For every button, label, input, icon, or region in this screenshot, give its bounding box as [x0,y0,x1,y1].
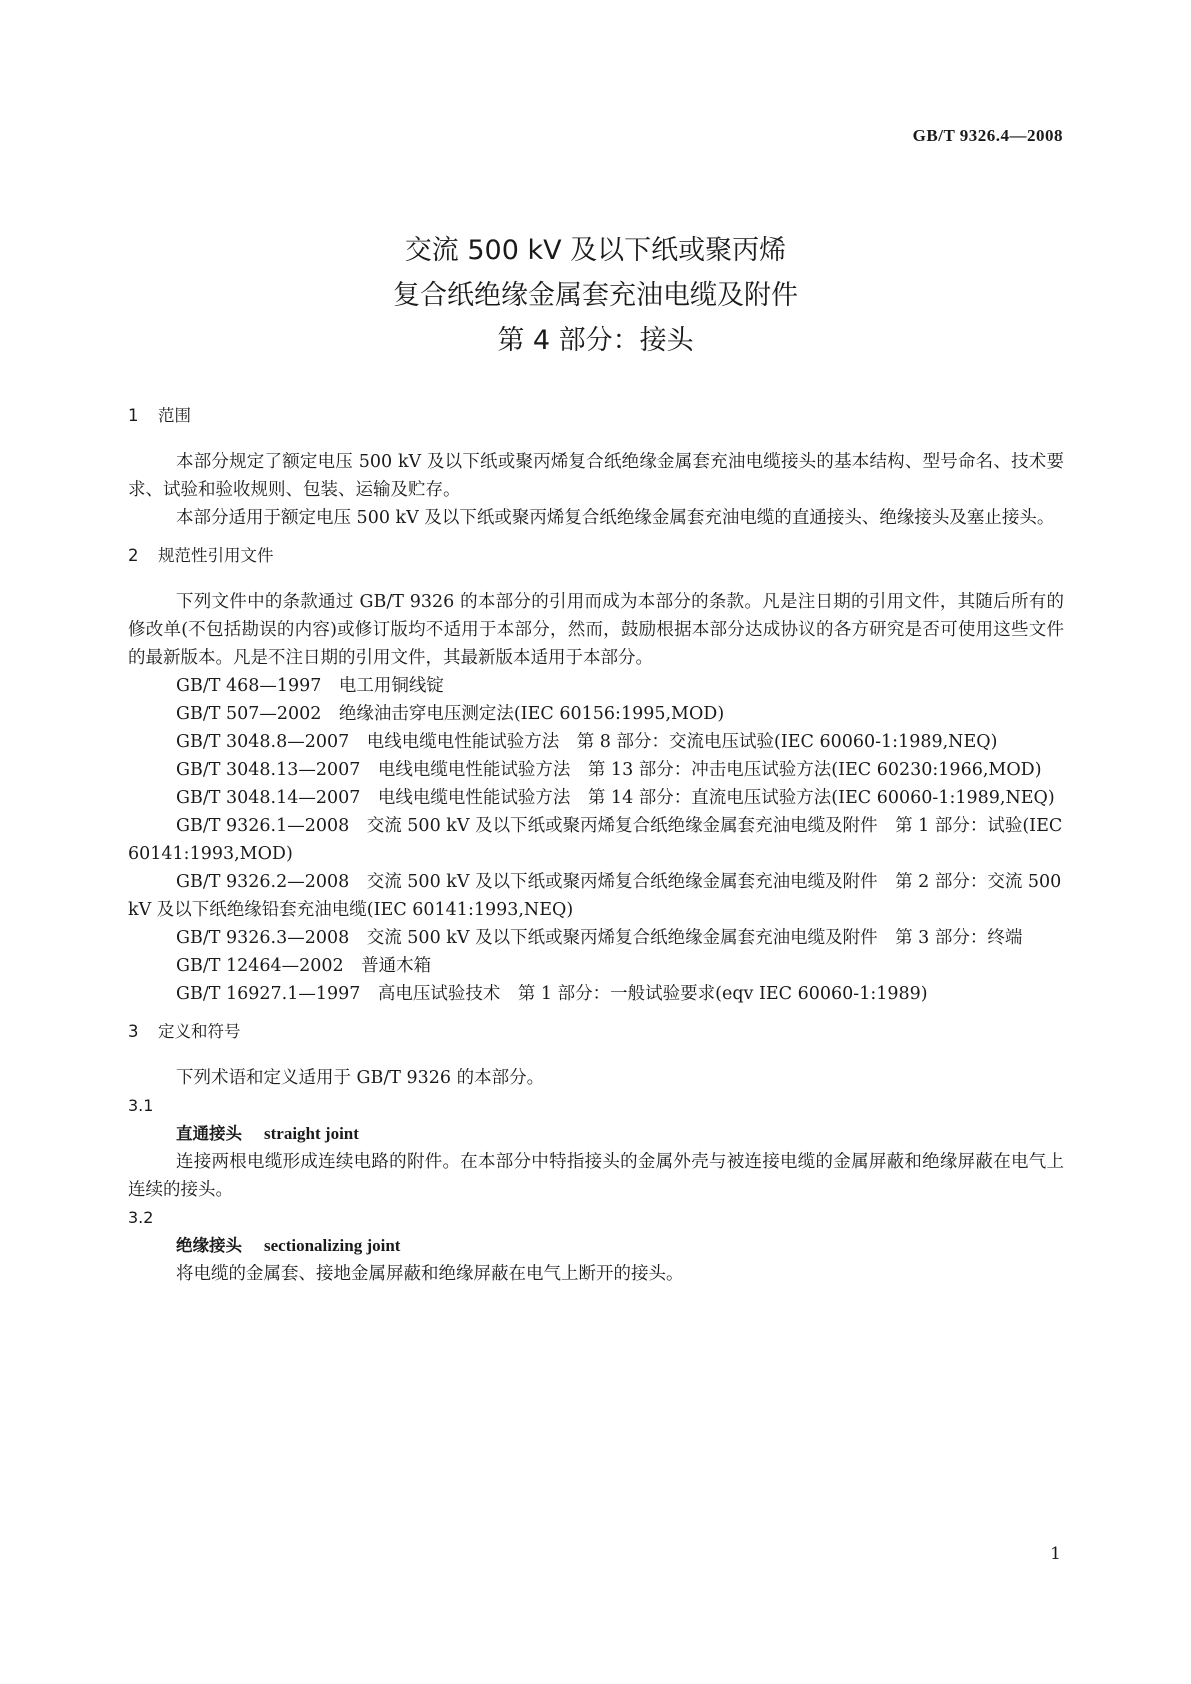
reference-item: GB/T 3048.14—2007 电线电缆电性能试验方法 第 14 部分：直流电压试验方法(IEC 60060-1:1989,NEQ) [176,788,1055,808]
document-body [128,402,1064,1288]
term-definition: 连接两根电缆形成连续电路的附件。在本部分中特指接头的金属外壳与被连接电缆的金属屏蔽和绝缘屏蔽在电气上连续的接头。 [128,1152,1064,1200]
term-definition: 将电缆的金属套、接地金属屏蔽和绝缘屏蔽在电气上断开的接头。 [176,1264,684,1284]
title-line-1: 交流 500 kV 及以下纸或聚丙烯 [404,235,787,266]
reference-item: GB/T 3048.13—2007 电线电缆电性能试验方法 第 13 部分：冲击电压试验方法(IEC 60230:1966,MOD) [176,760,1042,780]
reference-item: GB/T 507—2002 绝缘油击穿电压测定法(IEC 60156:1995,MOD) [176,704,725,724]
document-title [0,228,1191,363]
standard-code: GB/T 9326.4—2008 [912,126,1063,145]
term-entry [128,1232,1064,1260]
paragraph: 下列术语和定义适用于 GB/T 9326 的本部分。 [176,1068,545,1088]
section-heading-definitions [128,1018,1064,1046]
page-number: 1 [1050,1544,1061,1564]
term-number: 3.2 [128,1208,154,1227]
term-chinese: 绝缘接头 [176,1236,242,1255]
term-chinese: 直通接头 [176,1124,242,1143]
term-entry [128,1120,1064,1148]
term-english: straight joint [264,1124,359,1143]
section-number: 3 [128,1022,139,1041]
section-title: 范围 [158,406,191,425]
section-title: 定义和符号 [158,1022,241,1041]
title-line-2: 复合纸绝缘金属套充油电缆及附件 [393,280,798,311]
reference-item: GB/T 468—1997 电工用铜线锭 [176,676,444,696]
term-english: sectionalizing joint [264,1236,401,1255]
reference-item: GB/T 3048.8—2007 电线电缆电性能试验方法 第 8 部分：交流电压试验(IEC 60060-1:1989,NEQ) [176,732,998,752]
section-title: 规范性引用文件 [158,546,274,565]
section-heading-normative-references [128,542,1064,570]
section-number: 2 [128,546,139,565]
paragraph: 本部分规定了额定电压 500 kV 及以下纸或聚丙烯复合纸绝缘金属套充油电缆接头的基本结构、型号命名、技术要求、试验和验收规则、包装、运输及贮存。 [128,452,1064,500]
reference-item: GB/T 12464—2002 普通木箱 [176,956,432,976]
reference-item: GB/T 16927.1—1997 高电压试验技术 第 1 部分：一般试验要求(eqv IEC 60060-1:1989) [176,984,928,1004]
reference-item: GB/T 9326.3—2008 交流 500 kV 及以下纸或聚丙烯复合纸绝缘金属套充油电缆及附件 第 3 部分：终端 [176,928,1023,948]
reference-item: GB/T 9326.1—2008 交流 500 kV 及以下纸或聚丙烯复合纸绝缘金属套充油电缆及附件 第 1 部分：试验(IEC 60141:1993,MOD) [128,816,1063,864]
reference-item: GB/T 9326.2—2008 交流 500 kV 及以下纸或聚丙烯复合纸绝缘金属套充油电缆及附件 第 2 部分：交流 500 kV 及以下纸绝缘铅套充油电缆(IEC 60141:1993,NEQ) [128,872,1062,920]
paragraph: 本部分适用于额定电压 500 kV 及以下纸或聚丙烯复合纸绝缘金属套充油电缆的直通接头、绝缘接头及塞止接头。 [176,508,1055,528]
title-line-3: 第 4 部分：接头 [497,325,694,356]
section-number: 1 [128,406,139,425]
paragraph: 下列文件中的条款通过 GB/T 9326 的本部分的引用而成为本部分的条款。凡是注日期的引用文件，其随后所有的修改单(不包括勘误的内容)或修订版均不适用于本部分，然而，鼓励根据本部分达成协议的各方研究是否可使用这些文件的最新版本。凡是不注日期的引用文件，其最新版本适用于本部分。 [128,592,1064,668]
section-heading-scope [128,402,1064,430]
term-number: 3.1 [128,1096,154,1115]
